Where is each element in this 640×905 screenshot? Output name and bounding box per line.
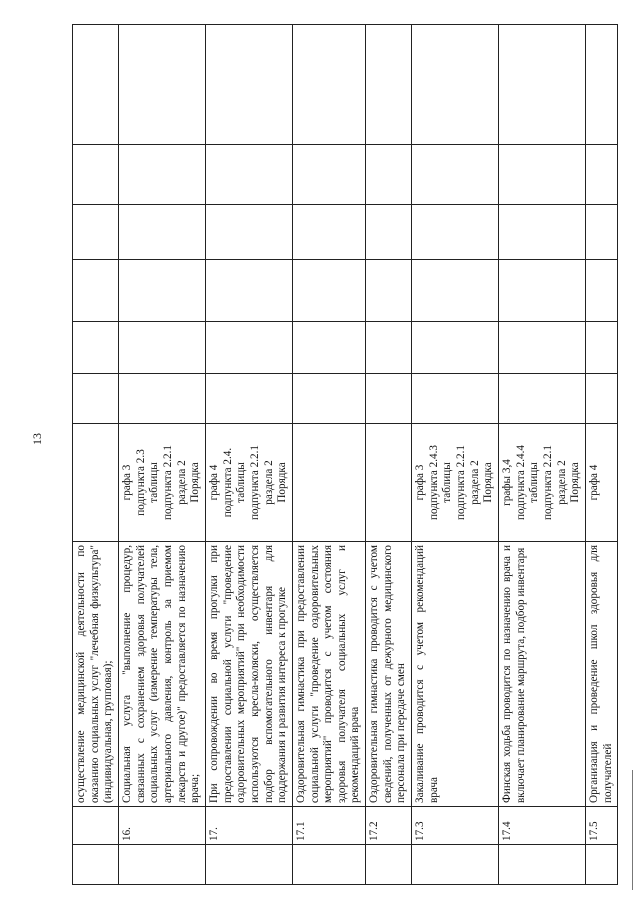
reference-line: подпункта 2.3	[134, 449, 147, 516]
lead-cell	[292, 845, 365, 885]
empty-cell	[73, 322, 119, 374]
empty-cell	[366, 260, 412, 322]
lead-cell	[366, 845, 412, 885]
empty-cell	[412, 374, 499, 424]
reference-line: подпункта 2.4.3	[427, 445, 440, 520]
empty-cell	[366, 25, 412, 145]
empty-cell	[205, 205, 292, 260]
rotated-page	[72, 25, 614, 885]
reference-line: графа 4	[587, 464, 600, 501]
empty-cell	[585, 322, 617, 374]
empty-cell	[205, 145, 292, 205]
lead-cell	[499, 845, 586, 885]
table-row	[73, 25, 119, 885]
reference-line: таблицы	[441, 462, 454, 503]
empty-cell	[585, 205, 617, 260]
table-row	[499, 25, 586, 885]
lead-cell	[205, 845, 292, 885]
empty-cell	[292, 322, 365, 374]
table-row	[412, 25, 499, 885]
empty-cell	[412, 145, 499, 205]
reference-line: графа 4	[207, 464, 220, 501]
reference-line: Порядка	[482, 462, 495, 503]
reference-line: Порядка	[569, 462, 582, 503]
row-number: 17.4	[499, 807, 586, 845]
empty-cell	[292, 145, 365, 205]
row-reference	[292, 424, 365, 542]
empty-cell	[366, 374, 412, 424]
reference-line: графы 3,4	[501, 459, 514, 506]
reference-line: Порядка	[276, 462, 289, 503]
reference-line: раздела 2	[262, 460, 275, 505]
reference-line: подпункта 2.4.4	[514, 445, 527, 520]
empty-cell	[118, 145, 205, 205]
empty-cell	[292, 25, 365, 145]
reference-line: графа 3	[120, 464, 133, 501]
empty-cell	[205, 260, 292, 322]
row-description: При сопровождении во время прогулки при предоставлении социальной услуги "проведение оздоровительных мероприятий" при необходимости используются кресла-коляски, осуществляется подбор вспомогательного инвентаря для поддержания и развития интереса к прогулке	[205, 542, 292, 807]
row-description: Оздоровительная гимнастика проводится с учетом сведений, полученных от дежурного медицинского персонала при передаче смен	[366, 542, 412, 807]
empty-cell	[412, 205, 499, 260]
empty-cell	[118, 260, 205, 322]
reference-line: раздела 2	[175, 460, 188, 505]
empty-cell	[292, 374, 365, 424]
empty-cell	[205, 322, 292, 374]
empty-cell	[73, 25, 119, 145]
row-number: 17.3	[412, 807, 499, 845]
empty-cell	[73, 260, 119, 322]
standards-table	[72, 24, 618, 885]
empty-cell	[73, 145, 119, 205]
empty-cell	[292, 260, 365, 322]
lead-cell	[118, 845, 205, 885]
table-row	[585, 25, 617, 885]
row-reference	[585, 424, 617, 542]
empty-cell	[412, 260, 499, 322]
empty-cell	[118, 25, 205, 145]
empty-cell	[292, 205, 365, 260]
reference-line: таблицы	[148, 462, 161, 503]
empty-cell	[585, 145, 617, 205]
empty-cell	[499, 322, 586, 374]
lead-cell	[585, 845, 617, 885]
reference-line: подпункта 2.2.1	[161, 445, 174, 520]
row-reference	[205, 424, 292, 542]
row-number: 17.	[205, 807, 292, 845]
reference-line: таблицы	[528, 462, 541, 503]
reference-line: графа 3	[414, 464, 427, 501]
empty-cell	[366, 145, 412, 205]
row-reference	[499, 424, 586, 542]
row-description: Оздоровительная гимнастика при предоставлении социальной услуги "проведение оздоровительных мероприятий" проводится с учетом состояния здоровья получателя социальных услуг и рекомендаций врача	[292, 542, 365, 807]
reference-line: раздела 2	[555, 460, 568, 505]
scan-edge-line	[632, 770, 633, 890]
empty-cell	[499, 260, 586, 322]
empty-cell	[73, 205, 119, 260]
row-number: 17.1	[292, 807, 365, 845]
reference-line: таблицы	[235, 462, 248, 503]
empty-cell	[585, 25, 617, 145]
table-row	[292, 25, 365, 885]
empty-cell	[499, 374, 586, 424]
empty-cell	[412, 322, 499, 374]
empty-cell	[366, 205, 412, 260]
row-number: 17.2	[366, 807, 412, 845]
page-number: 13	[30, 433, 44, 445]
table-row	[205, 25, 292, 885]
reference-line: подпункта 2.2.1	[542, 445, 554, 520]
row-description: Закаливание проводится с учетом рекомендаций врача	[412, 542, 499, 807]
table-row	[118, 25, 205, 885]
reference-line: подпункта 2.2.1	[248, 445, 261, 520]
reference-line: раздела 2	[468, 460, 481, 505]
empty-cell	[499, 145, 586, 205]
empty-cell	[585, 260, 617, 322]
reference-line: подпункта 2.4.	[221, 447, 234, 518]
row-description: Социальная услуга "выполнение процедур, связанных с сохранением здоровья получателей социальных услуг (измерение температуры тела, артериального давления, контроль за приемом лекарств и другое)" предоставляется по назначению врача;	[118, 542, 205, 807]
empty-cell	[118, 205, 205, 260]
table-row	[366, 25, 412, 885]
row-description: осуществление медицинской деятельности по оказанию социальных услуг "лечебная физкультура" (индивидуальная, групповая);	[73, 542, 119, 807]
empty-cell	[205, 25, 292, 145]
row-description: Организация и проведение школ здоровья для получателей	[585, 542, 617, 807]
row-number: 17.5	[585, 807, 617, 845]
empty-cell	[412, 25, 499, 145]
empty-cell	[499, 25, 586, 145]
row-description: Финская ходьба проводится по назначению врача и включает планирование маршрута, подбор инвентаря	[499, 542, 586, 807]
empty-cell	[585, 374, 617, 424]
row-reference	[412, 424, 499, 542]
lead-cell	[412, 845, 499, 885]
row-number: 16.	[118, 807, 205, 845]
empty-cell	[73, 374, 119, 424]
row-number	[73, 807, 119, 845]
empty-cell	[499, 205, 586, 260]
row-reference	[366, 424, 412, 542]
reference-line: Порядка	[189, 462, 202, 503]
empty-cell	[118, 374, 205, 424]
lead-cell	[73, 845, 119, 885]
empty-cell	[118, 322, 205, 374]
row-reference	[73, 424, 119, 542]
empty-cell	[366, 322, 412, 374]
reference-line: подпункта 2.2.1	[455, 445, 468, 520]
row-reference	[118, 424, 205, 542]
empty-cell	[205, 374, 292, 424]
